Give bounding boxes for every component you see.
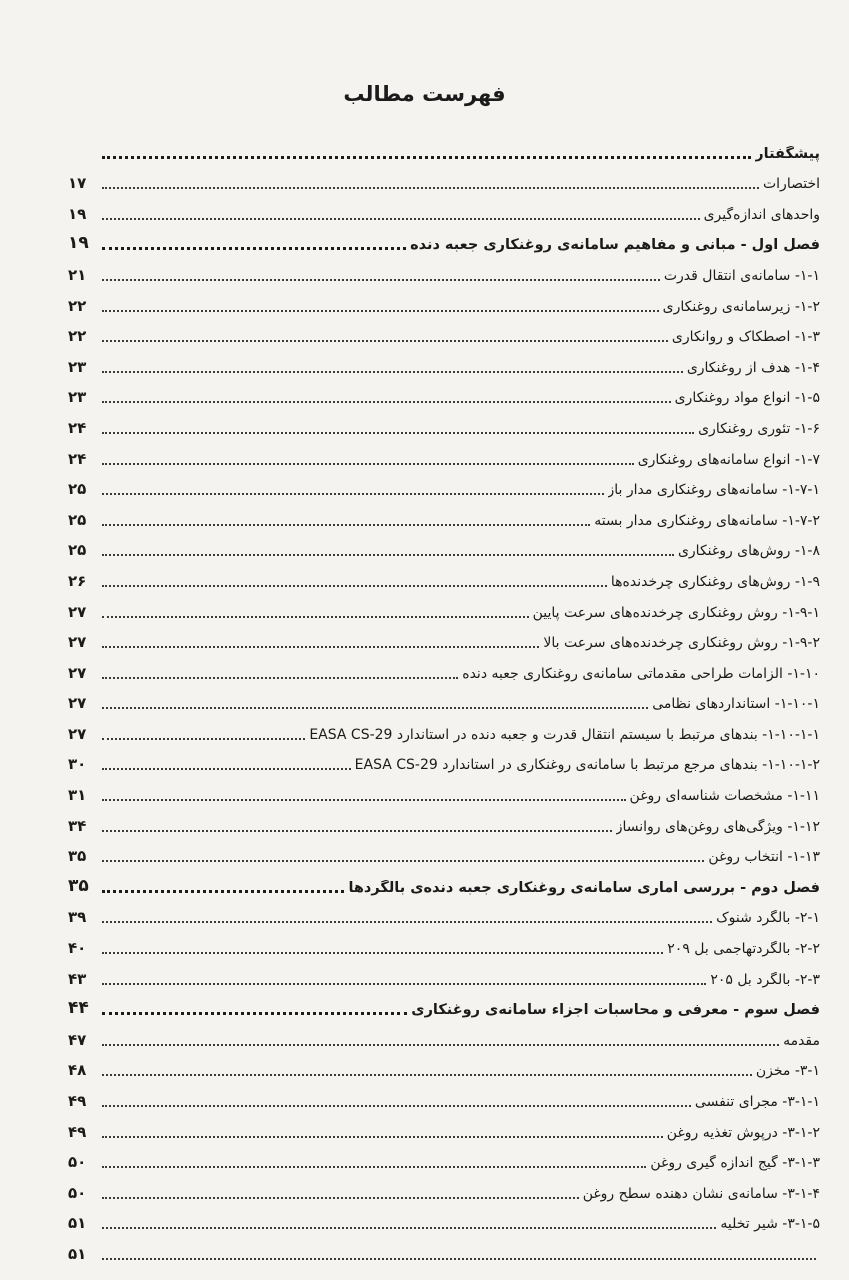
- toc-entry-title: ۱-۱۳- انتخاب روغن: [708, 849, 820, 866]
- toc-page-number: ۱۹: [68, 204, 87, 223]
- toc-entry-row: [68, 193, 820, 224]
- toc-entry-row: [68, 591, 820, 622]
- dot-leader: [102, 951, 663, 954]
- toc-entry-title: ۱-۷-۲- سامانه‌های روغنکاری مدار بسته: [594, 512, 820, 529]
- dot-leader: [102, 1257, 816, 1260]
- toc-page-number: ۲۲: [68, 296, 87, 315]
- toc-entry-row: [68, 927, 820, 958]
- toc-page-number: ۲۷: [68, 724, 87, 743]
- table-of-contents: [68, 132, 820, 1264]
- toc-entry-row: [68, 652, 820, 683]
- toc-entry-row: [68, 683, 820, 714]
- toc-entry-title: فصل سوم - معرفی و محاسبات اجزاء سامانه‌ی روغنکاری: [411, 1002, 820, 1019]
- toc-entry-row: [68, 774, 820, 805]
- toc-entry-row: [68, 1172, 820, 1203]
- toc-page-number: ۲۶: [68, 571, 87, 590]
- toc-entry-title: فصل دوم - بررسی آماری سامانه‌ی روغنکاری جعبه دنده‌ی بالگردها: [348, 879, 820, 896]
- toc-page-number: ۵۱: [68, 1214, 87, 1233]
- dot-leader: [102, 523, 590, 526]
- dot-leader: [102, 615, 529, 618]
- toc-page-number: [68, 162, 98, 163]
- toc-entry-row: [68, 1142, 820, 1173]
- toc-entry-row: [68, 1111, 820, 1142]
- toc-page-number: ۳۰: [68, 755, 87, 774]
- toc-entry-title: ۱-۵- انواع مواد روغنکاری: [674, 390, 820, 407]
- toc-page-number: ۲۳: [68, 388, 87, 407]
- toc-entry-title: ۲-۳- بالگرد بل ۲۰۵: [710, 971, 820, 988]
- toc-entry-row: [68, 744, 820, 775]
- toc-entry-title: ۳-۱- مخزن: [755, 1063, 820, 1080]
- toc-entry-title: اختصارات: [762, 176, 820, 193]
- toc-entry-title: ۱-۹-۱- روش روغنکاری چرخدنده‌های سرعت پایین: [532, 604, 820, 621]
- toc-entry-row: [68, 469, 820, 500]
- toc-entry-row: [68, 407, 820, 438]
- toc-entry-title: واحدهای اندازه‌گیری: [703, 206, 820, 223]
- toc-entry-row: [68, 1203, 820, 1234]
- toc-entry-title: ۱-۱- سامانه‌ی انتقال قدرت: [663, 267, 820, 284]
- toc-page-number: ۱۷: [68, 174, 87, 193]
- toc-page-number: ۲۴: [68, 449, 87, 468]
- toc-page-number: ۴۰: [68, 939, 87, 958]
- dot-leader: [102, 492, 604, 495]
- dot-leader: [102, 1104, 691, 1107]
- dot-leader: [102, 920, 712, 923]
- toc-entry-title: مقدمه: [783, 1032, 820, 1049]
- toc-entry-row: [68, 346, 820, 377]
- dot-leader: [102, 431, 694, 434]
- toc-entry-title: ۲-۱- بالگرد شنوک: [716, 910, 820, 927]
- toc-entry-title: ۲-۲- بالگردتهاجمی بل ۲۰۹: [667, 941, 820, 958]
- dot-leader: [102, 155, 751, 159]
- toc-page-number: ۳۱: [68, 786, 87, 805]
- dot-leader: [102, 278, 660, 281]
- toc-entry-row: [68, 438, 820, 469]
- dot-leader: [102, 889, 344, 893]
- toc-page-number: ۳۵: [68, 847, 87, 866]
- toc-entry-title: ۱-۶- تئوری روغنکاری: [698, 420, 820, 437]
- toc-entry-title: ۳-۱-۲- درپوش تغذیه روغن: [666, 1124, 820, 1141]
- toc-chapter-row: [68, 132, 820, 163]
- toc-entry-row: [68, 254, 820, 285]
- toc-entry-title: ۱-۹-۲- روش روغنکاری چرخدنده‌های سرعت بالا: [543, 635, 820, 652]
- dot-leader: [102, 1196, 579, 1199]
- toc-entry-row: [68, 499, 820, 530]
- dot-leader: [102, 1011, 407, 1015]
- toc-entry-row: [68, 713, 820, 744]
- toc-entry-row: [68, 836, 820, 867]
- toc-entry-title: ۱-۱۰- الزامات طراحی مقدماتی سامانه‌ی روغنکاری جعبه دنده: [462, 665, 820, 682]
- toc-page-number: ۲۷: [68, 694, 87, 713]
- dot-leader: [102, 1226, 716, 1229]
- dot-leader: [102, 859, 704, 862]
- toc-page-number: ۵۰: [68, 1183, 87, 1202]
- toc-page-number: ۳۹: [68, 908, 87, 927]
- dot-leader: [102, 370, 683, 373]
- dot-leader: [102, 1073, 752, 1076]
- toc-entry-row: [68, 530, 820, 561]
- toc-entry-title: ۱-۲- زیرسامانه‌ی روغنکاری: [662, 298, 820, 315]
- toc-entry-row: [68, 958, 820, 989]
- dot-leader: [102, 1043, 779, 1046]
- toc-entry-row: [68, 285, 820, 316]
- toc-page-number: ۲۵: [68, 510, 87, 529]
- toc-page-number: ۴۷: [68, 1030, 87, 1049]
- toc-page-number: ۲۱: [68, 265, 87, 284]
- dot-leader: [102, 645, 539, 648]
- toc-entry-title: فصل اول - مبانی و مفاهیم سامانه‌ی روغنکاری جعبه دنده: [410, 237, 820, 254]
- toc-entry-title: ۱-۹- روش‌های روغنکاری چرخدنده‌ها: [610, 573, 820, 590]
- toc-page-number: ۱۹: [68, 233, 89, 254]
- toc-page-number: ۲۵: [68, 541, 87, 560]
- toc-entry-title: ۱-۱۰-۱-۲- بندهای مرجع مرتبط با سامانه‌ی روغنکاری در استاندارد EASA CS-29: [354, 757, 820, 774]
- toc-entry-title: ۳-۱-۵- شیر تخلیه: [720, 1216, 820, 1233]
- dot-leader: [102, 339, 668, 342]
- dot-leader: [102, 1165, 646, 1168]
- toc-entry-row: [68, 1080, 820, 1111]
- dot-leader: [102, 553, 674, 556]
- toc-entry-row: [68, 377, 820, 408]
- toc-entry-title: ۳-۱-۱- مجرای تنفسی: [694, 1094, 820, 1110]
- toc-page-number: ۴۹: [68, 1092, 87, 1110]
- toc-entry-title: ۱-۷-۱- سامانه‌های روغنکاری مدار باز: [607, 482, 820, 499]
- toc-page-number: ۴۹: [68, 1122, 87, 1141]
- toc-chapter-row: [68, 224, 820, 255]
- dot-leader: [102, 186, 759, 189]
- toc-page-number: ۲۷: [68, 602, 87, 621]
- dot-leader: [102, 400, 671, 403]
- toc-entry-row: [68, 622, 820, 653]
- toc-entry-title: ۱-۱۱- مشخصات شناسه‌ای روغن: [629, 788, 820, 805]
- toc-page-number: ۲۴: [68, 418, 87, 437]
- dot-leader: [102, 829, 612, 832]
- toc-entry-title: ۱-۷- انواع سامانه‌های روغنکاری: [637, 451, 820, 468]
- toc-page-number: ۲۵: [68, 480, 87, 499]
- toc-entry-row: [68, 1019, 820, 1050]
- toc-page-number: ۲۷: [68, 663, 87, 682]
- toc-entry-title: ۱-۸- روش‌های روغنکاری: [677, 543, 820, 560]
- dot-leader: [102, 1135, 663, 1138]
- dot-leader: [102, 798, 626, 801]
- toc-entry-title: پیشگفتار: [755, 145, 820, 162]
- toc-entry-row: [68, 1050, 820, 1081]
- toc-entry-title: ۱-۱۰-۱-۱- بندهای مرتبط با سیستم انتقال قدرت و جعبه دنده در استاندارد EASA CS-29: [309, 726, 820, 743]
- dot-leader: [102, 246, 406, 250]
- toc-page-number: ۳۵: [68, 875, 89, 896]
- toc-entry-title: ۳-۱-۴- سامانه‌ی نشان دهنده سطح روغن: [582, 1185, 820, 1202]
- toc-entry-title: ۳-۱-۳- گیج اندازه گیری روغن: [650, 1155, 820, 1172]
- toc-chapter-row: [68, 989, 820, 1020]
- toc-page-number: ۵۱: [68, 1244, 87, 1263]
- toc-entry-title: ۱-۳- اصطکاک و روانکاری: [671, 329, 820, 346]
- toc-entry-title: ۱-۱۲- ویژگی‌های روغن‌های روانساز: [615, 818, 820, 835]
- dot-leader: [102, 584, 607, 587]
- toc-entry-row: [68, 1233, 820, 1264]
- toc-page-number: ۲۳: [68, 357, 87, 376]
- toc-entry-row: [68, 805, 820, 836]
- toc-page-number: ۴۴: [68, 998, 89, 1019]
- toc-entry-title: ۱-۱۰-۱- استانداردهای نظامی: [652, 696, 820, 713]
- page-title: فهرست مطالب: [343, 82, 506, 106]
- toc-page-number: ۴۳: [68, 969, 87, 988]
- toc-page-number: ۲۲: [68, 327, 87, 346]
- dot-leader: [102, 309, 659, 312]
- dot-leader: [102, 676, 458, 679]
- toc-chapter-row: [68, 866, 820, 897]
- toc-page-number: ۲۷: [68, 633, 87, 652]
- toc-entry-title: ۱-۴- هدف از روغنکاری: [686, 359, 820, 376]
- toc-entry-row: [68, 163, 820, 194]
- toc-page-number: ۴۸: [68, 1061, 87, 1080]
- dot-leader: [102, 982, 706, 985]
- toc-entry-row: [68, 897, 820, 928]
- toc-page-number: ۵۰: [68, 1153, 87, 1172]
- dot-leader: [102, 706, 648, 709]
- dot-leader: [102, 217, 700, 220]
- dot-leader: [102, 767, 351, 770]
- toc-entry-row: [68, 560, 820, 591]
- toc-entry-row: [68, 316, 820, 347]
- toc-page-number: ۳۴: [68, 816, 87, 835]
- dot-leader: [102, 737, 305, 740]
- dot-leader: [102, 462, 634, 465]
